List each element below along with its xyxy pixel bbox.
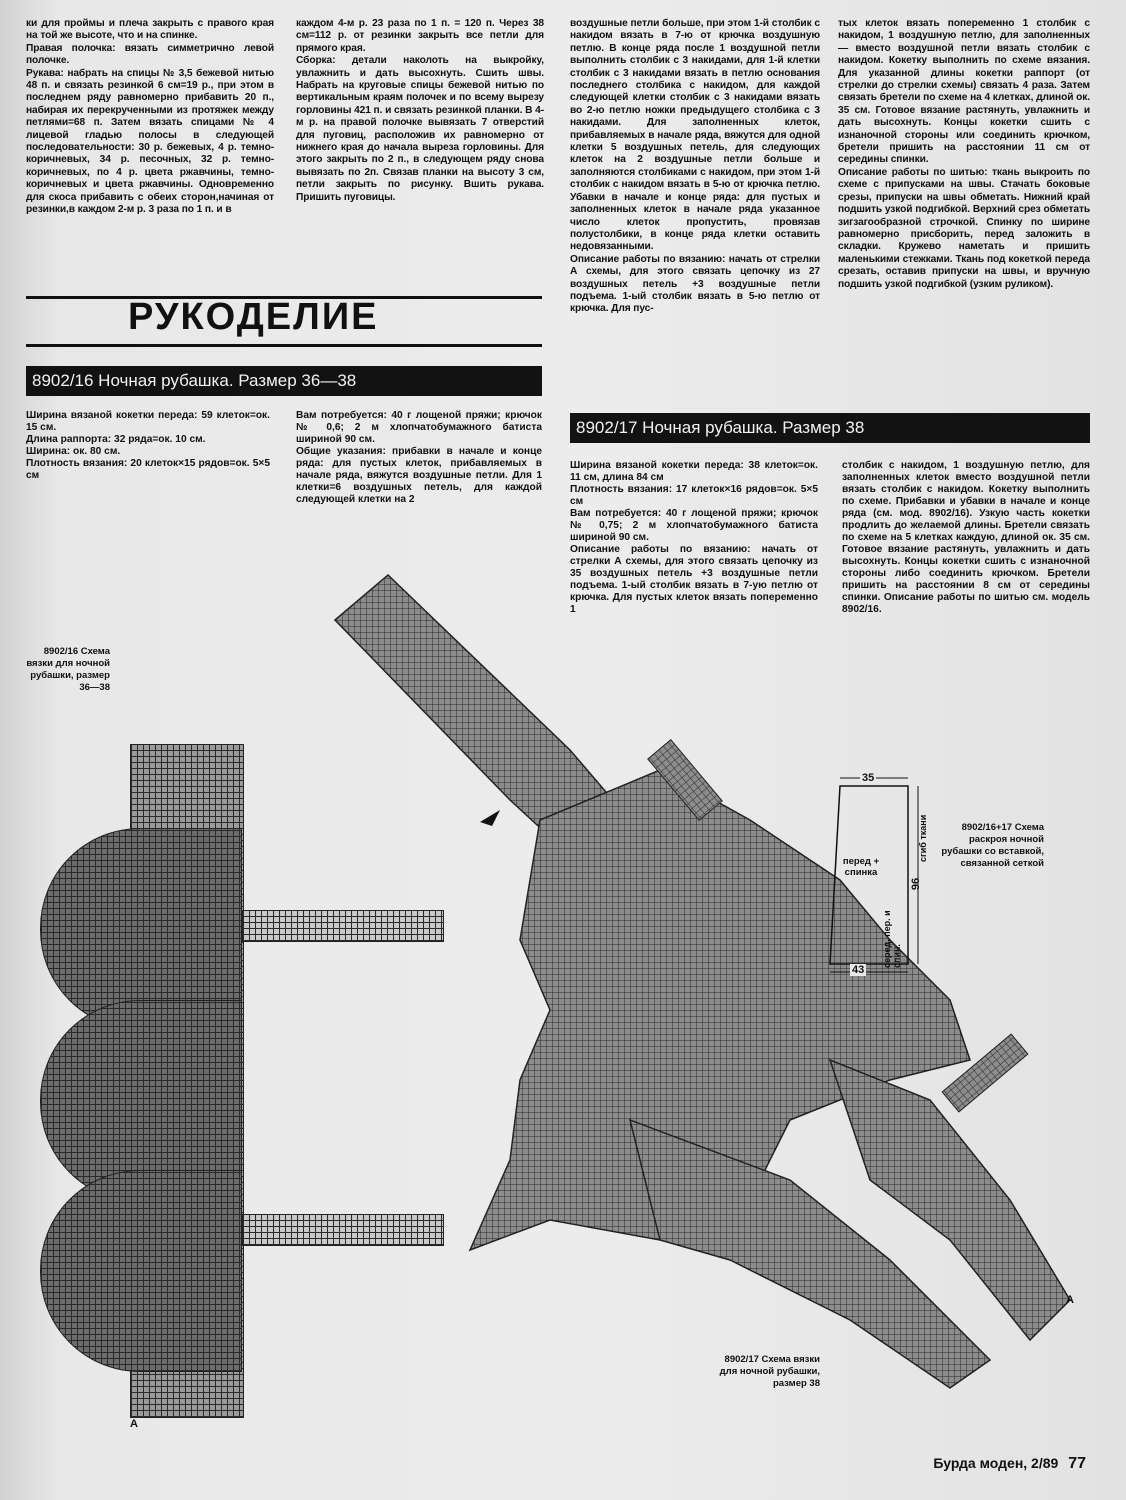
pattern-caption: 8902/16+17 Схема раскроя ночной рубашки со вставкой, связанной сеткой [941, 822, 1044, 869]
section-rule-bottom [26, 344, 542, 347]
model2-title-band: 8902/17 Ночная рубашка. Размер 38 [570, 413, 1090, 443]
pattern-height: 96 [910, 877, 923, 891]
pattern-label-fold: сгиб ткани [918, 814, 928, 862]
model1-spec-left: Ширина вязаной кокетки переда: 59 клеток=ок. 15 см. Длина раппорта: 32 ряда=ок. 10 см. Ширина: ок. 80 см. Плотность вязания: 20 клеток×15 рядов=ок. 5×5 см [26, 410, 270, 481]
pattern-label-front-back: перед + спинка [842, 856, 880, 878]
text-column-1: ки для проймы и плеча закрыть с правого края на той же высоте, что и на спинке. Правая полочка: вязать симметрично левой полочке. Рукава: набрать на спицы № 3,5 бежевой нитью 48 п. и связать резинкой 6 см=19 р., при этом в последнем ряду равномерно прибавить 20 п., набирая их перекрученными из протяжек между петлями=68 п. Затем вязать спицами № 4 лицевой гладью полосы в следующей последовательности: 30 р. бежевых, 4 р. темно-коричневых, 34 р. песочных, 32 р. темно-коричневых, по 4 р. цвета ржавчины, темно-коричневых и цвета ржавчины. Одновременно для скоса прибавить с обеих сторон,начиная от резинки,в каждом 2-м р. 3 раза по 1 п. и в [26, 18, 274, 216]
model1-spec-right: Вам потребуется: 40 г лощеной пряжи; крючок № 0,6; 2 м хлопчатобумажного батиста шириной 90 см. Общие указания: прибавки в начале и конце ряда: для пустых клеток, прибавляемых в начале ряда, вяжутся воздушные петли. Для 1 клетки=6 воздушных петель, для каждой следующей клетки на 2 [296, 410, 542, 505]
yoke-arrow-icon [480, 810, 500, 826]
text-column-3: воздушные петли больше, при этом 1-й столбик с накидом вязать в 7-ю от крючка воздушную петлю. В конце ряда после 1 воздушной петли выполнить столбик с 3 накидами, для 1-й клетки столбик с 3 накидами вязать в петлю основания последнего столбика с накидом, для каждой следующей клетки столбик с 3 накидами вязать во 2-ю петлю ножки предыдущего столбика с 3 накидами. Для заполненных клеток, прибавляемых в начале ряда, вяжутся для одной клетки 5 воздушных петель, для следующих клеток на 2 воздушные петли больше и заполняются столбиками с накидом, при этом 1-й столбик с накидом вязать в 5-ю от крючка петлю. Убавки в начале и конце ряда: для пустых и заполненных клеток в начале ряда указанное число клеток пропустить, провязав полустолбики, в конце ряда клетки оставить недовязанными. Описание работы по вязанию: начать от стрелки А схемы, для этого связать цепочку из 27 воздушных петель +3 воздушные петли подъема. 1-ый столбик вязать в 5-ю петлю от крючка. Для пус- [570, 18, 820, 315]
footer-page-number: 77 [1068, 1455, 1086, 1472]
pattern-top-width: 35 [862, 772, 875, 784]
model1-title-band: 8902/16 Ночная рубашка. Размер 36—38 [26, 366, 542, 396]
model1-chart-caption: 8902/16 Схема вязки для ночной рубашки, размер 36—38 [26, 646, 110, 693]
section-title: РУКОДЕЛИЕ [128, 296, 379, 338]
text-column-2: каждом 4-м р. 23 раза по 1 п. = 120 п. Через 38 см=112 р. от резинки закрыть все петли для прямого края. Сборка: детали наколоть на выкройку, увлажнить и дать высохнуть. Сшить швы. Набрать на круговые спицы бежевой нитью по вертикальным краям полочек и по всему вырезу горловины 421 п. и связать резинкой планки. В 4-м р. на правой полочке вывязать 7 отверстий для пуговиц, расположив их равномерно от нижнего края до начала выреза горловины. Для этого закрыть по 2 п., в следующем ряду снова вывязать по 2п. Связав планки на высоту 3 см, петли закрыть по рисунку. Вшить рукава. Пришить пуговицы. [296, 18, 544, 203]
model2-crochet-chart [330, 560, 1090, 1390]
pattern-bottom-width: 43 [852, 964, 865, 976]
text-column-4: тых клеток вязать попеременно 1 столбик с накидом, 1 воздушную петлю, для заполненных — вместо воздушной петли вязать столбик с накидом. Кокетку выполнить по схеме вязания. Для указанной длины кокетки раппорт (от стрелки до стрелки схемы) связать 4 раза. Затем связать бретели по схеме на 4 клетках, длиной ок. 35 см. Готовое вязание растянуть, увлажнить и дать высохнуть. Концы кокетки сшить с изнаночной стороны или соединить крючком, бретели пришить на расстоянии 11 см от середины спинки. Описание работы по шитью: ткань выкроить по схеме с припусками на швы. Стачать боковые срезы, припуски на швы обметать. Нижний край подшить узкой подгибкой. Верхний срез обметать зигзагообразной строчкой. Спинку по ширине равномерно присборить, перед заложить в складки. Кружево наметать и пришить маленькими стежками. Ткань под кокеткой переда срезать, оставив припуски на швы, и вручную подшить узкой подгибкой (узким руликом). [838, 18, 1090, 290]
pattern-label-center: серед. пер. и спин. [882, 910, 902, 968]
chart1-scallop-3 [40, 1170, 242, 1372]
chart2-arrow-label: A [1066, 1294, 1074, 1306]
model2-spec-right: столбик с накидом, 1 воздушную петлю, для заполненных клеток вместо воздушной петли вязать столбик с накидом. Кокетку выполнить по схеме. Прибавки и убавки в начале и конце ряда (см. мод. 8902/16). Узкую часть кокетки продлить до желаемой длины. Бретели связать по схеме на 5 клетках каждую, длиной ок. 35 см. Готовое вязание растянуть, увлажнить и дать высохнуть. Концы кокетки сшить с изнаночной стороны либо соединить крючком. Бретели пришить на расстоянии 8 см от середины спинки. Описание работы по шитью см. модель 8902/16. [842, 460, 1090, 615]
chart1-arrow-label: A [130, 1418, 138, 1430]
footer-magazine: Бурда моден, 2/89 [933, 1455, 1059, 1471]
model2-spec-left: Ширина вязаной кокетки переда: 38 клеток=ок. 11 см, длина 84 см Плотность вязания: 17 клеток×16 рядов=ок. 5×5 см Вам потребуется: 40 г лощеной пряжи; крючок № 0,75; 2 м хлопчатобумажного батиста шириной 90 см. Описание работы по вязанию: начать от стрелки А схемы, для этого связать цепочку из 35 воздушных петель +3 воздушные петли подъема. 1-ый столбик вязать в 7-ую петлю от крючка. Для пустых клеток вязать попеременно 1 [570, 460, 818, 615]
page-footer [933, 1455, 1086, 1473]
model2-chart-caption: 8902/17 Схема вязки для ночной рубашки, размер 38 [719, 1354, 820, 1389]
